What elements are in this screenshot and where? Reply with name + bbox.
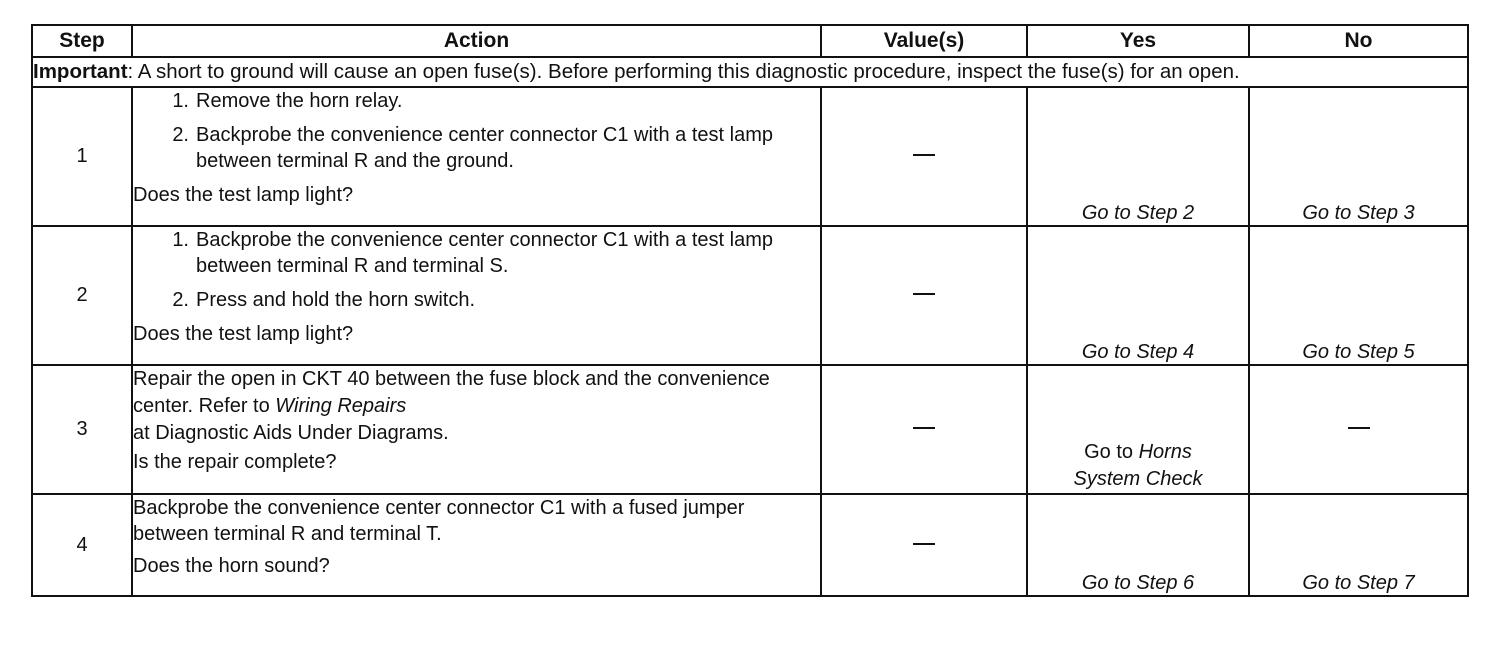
value-cell [821,494,1027,596]
table-row [32,87,1468,226]
em-dash [913,154,935,156]
item-number: 1. [172,90,189,112]
item-text: Backprobe the convenience center connector C1 with a test lamp between terminal R and terminal S. [196,229,773,277]
item-text: Backprobe the convenience center connector C1 with a test lamp between terminal R and the ground. [196,124,773,172]
yes-result: Go to Step 4 [1027,226,1249,365]
em-dash [913,427,935,429]
no-result: Go to Step 5 [1249,226,1468,365]
action-text-part: Repair the open in CKT 40 between the fuse block and the convenience center. Refer to [133,368,770,417]
no-result: Go to Step 3 [1249,87,1468,226]
action-question: Is the repair complete? [133,451,337,473]
important-label: Important [33,60,128,83]
important-row [32,57,1468,87]
item-number: 2. [172,289,189,311]
step-number: 2 [32,226,132,365]
no-result: Go to Step 7 [1249,494,1468,596]
no-result [1249,365,1468,494]
yes-result: Go to Step 6 [1027,494,1249,596]
action-list [133,227,820,313]
step-number: 1 [32,87,132,226]
item-text: Press and hold the horn switch. [196,289,476,311]
value-cell [821,87,1027,226]
action-question: Does the horn sound? [133,555,330,577]
header-step: Step [32,25,132,57]
wiring-repairs-ref: Wiring Repairs [275,395,407,417]
horns-ref: Horns [1138,441,1192,463]
action-text: Backprobe the convenience center connector C1 with a fused jumper between terminal R and terminal T. [133,497,745,545]
header-yes: Yes [1027,25,1249,57]
action-cell [132,87,821,226]
em-dash [1348,427,1370,429]
header-values: Value(s) [821,25,1027,57]
step-number: 4 [32,494,132,596]
action-list [133,88,820,174]
item-text: Remove the horn relay. [196,90,403,112]
diagnostic-table-container [31,24,1469,597]
list-item [133,122,820,174]
yes-result [1027,365,1249,494]
em-dash [913,543,935,545]
list-item [133,88,820,114]
action-cell [132,494,821,596]
action-question: Does the test lamp light? [133,323,354,345]
yes-prefix: Go to [1084,441,1139,463]
diagnostic-table [31,24,1469,597]
item-number: 1. [172,229,189,251]
item-number: 2. [172,124,189,146]
yes-result: Go to Step 2 [1027,87,1249,226]
important-text: : A short to ground will cause an open fuse(s). Before performing this diagnostic procedure, inspect the fuse(s) for an open. [127,60,1240,83]
action-text [133,366,820,420]
action-question: Does the test lamp light? [133,184,354,206]
value-cell [821,226,1027,365]
important-note [32,57,1468,87]
list-item [133,287,820,313]
list-item [133,227,820,279]
action-text-cont: at Diagnostic Aids Under Diagrams. [133,422,449,444]
header-no: No [1249,25,1468,57]
action-cell [132,365,821,494]
em-dash [913,293,935,295]
header-action: Action [132,25,821,57]
action-cell [132,226,821,365]
table-row [32,494,1468,596]
value-cell [821,365,1027,494]
table-row [32,365,1468,494]
table-row [32,226,1468,365]
step-number: 3 [32,365,132,494]
system-check-ref: System Check [1073,468,1203,490]
header-row [32,25,1468,57]
